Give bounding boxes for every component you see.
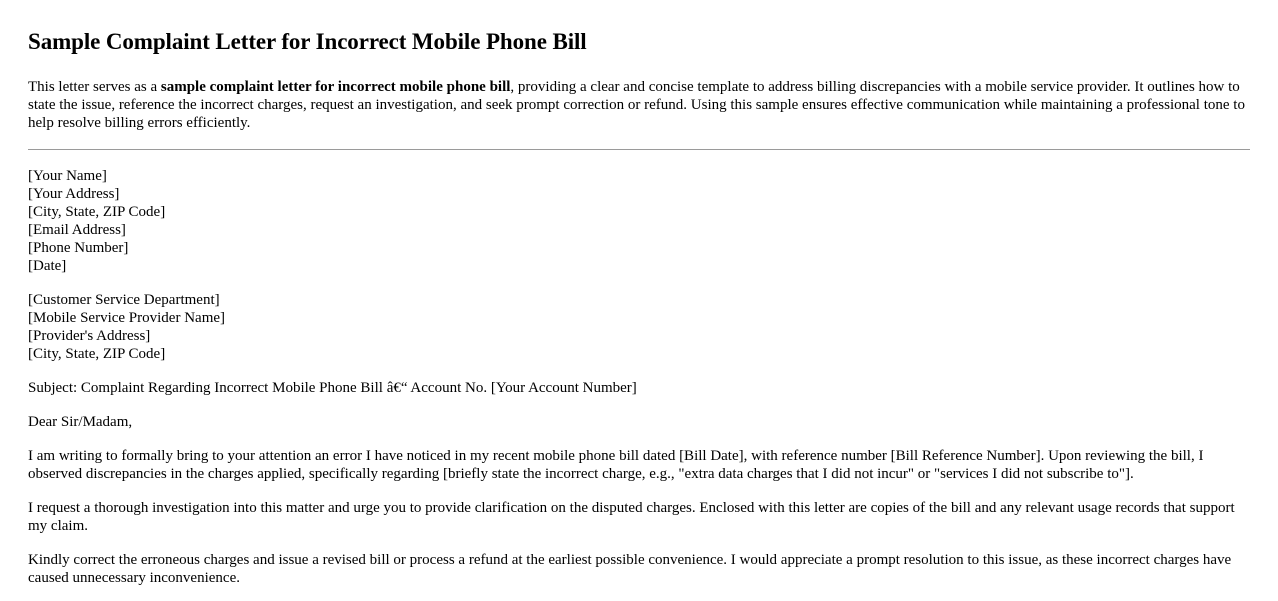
intro-bold-phrase: sample complaint letter for incorrect mobile phone bill (160, 79, 511, 95)
recipient-provider-name: [Mobile Service Provider Name] (28, 310, 226, 326)
recipient-address: [Provider's Address] (28, 328, 151, 344)
sender-email: [Email Address] (28, 222, 126, 238)
sender-city-state-zip: [City, State, ZIP Code] (28, 204, 166, 220)
recipient-department: [Customer Service Department] (28, 292, 220, 308)
intro-paragraph (28, 78, 1250, 132)
page-title: Sample Complaint Letter for Incorrect Mobile Phone Bill (28, 29, 587, 54)
intro-prefix: This letter serves as a (28, 79, 161, 95)
sender-phone: [Phone Number] (28, 240, 129, 256)
recipient-city-state-zip: [City, State, ZIP Code] (28, 346, 166, 362)
recipient-address-block (28, 291, 1250, 363)
body-paragraph-1: I am writing to formally bring to your attention an error I have noticed in my recent mobile phone bill dated [Bill Date], with reference number [Bill Reference Number]. Upon reviewing the bill, I observed discrepancies in the charges applied, specifically regarding [briefly state the incorrect charge, e.g., "extra data charges that I did not incur" or "services I did not subscribe to"]. (28, 448, 1204, 482)
intro-suffix: , providing a clear and concise template to address billing discrepancies with a mobile service provider. It outlines how to state the issue, reference the incorrect charges, request an investigation, and seek prompt correction or refund. Using this sample ensures effective communication while maintaining a professional tone to help resolve billing errors efficiently. (28, 79, 1245, 131)
sender-name: [Your Name] (28, 168, 107, 184)
salutation: Dear Sir/Madam, (28, 414, 133, 430)
subject-line: Subject: Complaint Regarding Incorrect Mobile Phone Bill â€“ Account No. [Your Account Number] (28, 380, 637, 396)
body-paragraph-3: Kindly correct the erroneous charges and issue a revised bill or process a refund at the earliest possible convenience. I would appreciate a prompt resolution to this issue, as these incorrect charges have caused unnecessary inconvenience. (28, 552, 1232, 586)
sender-address-block (28, 167, 1250, 275)
section-divider (28, 149, 1250, 150)
body-paragraph-2: I request a thorough investigation into this matter and urge you to provide clarification on the disputed charges. Enclosed with this letter are copies of the bill and any relevant usage records that support my claim. (28, 500, 1235, 534)
letter-date: [Date] (28, 258, 67, 274)
sender-address: [Your Address] (28, 186, 120, 202)
